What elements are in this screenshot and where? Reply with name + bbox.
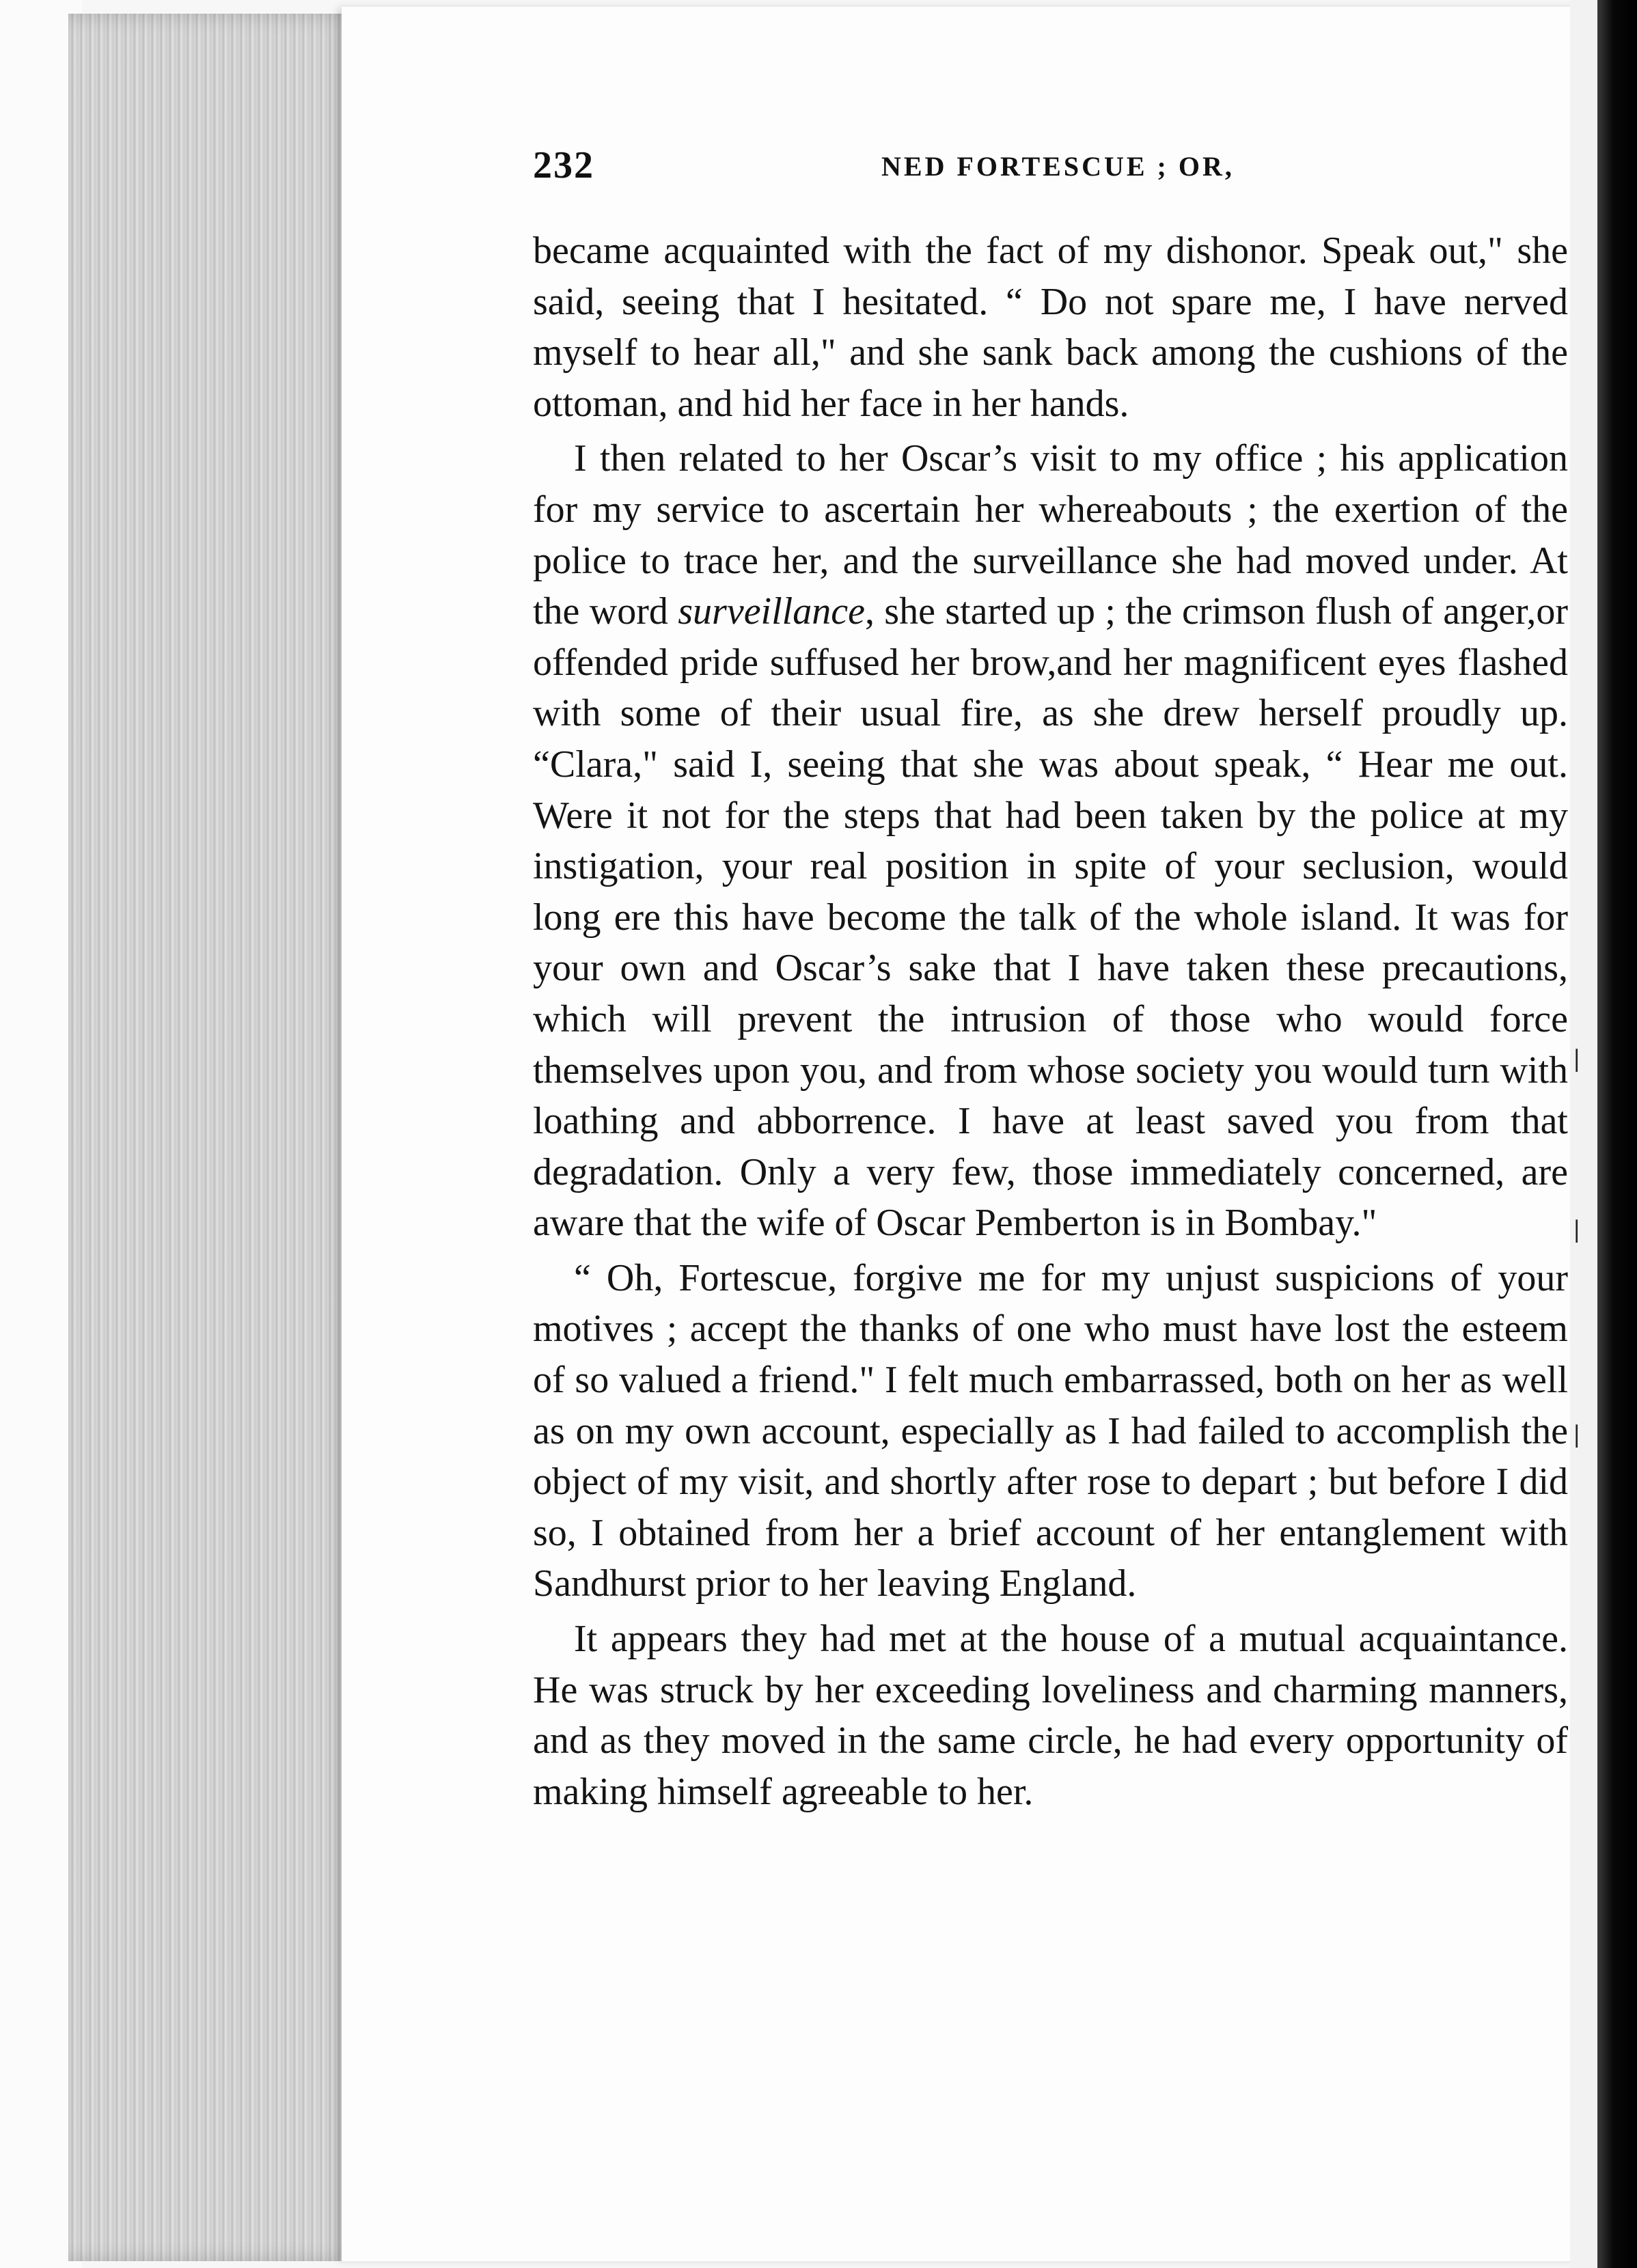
book-gutter-shadow: [1597, 0, 1637, 2268]
paragraph-2: [533, 433, 1568, 1249]
facing-page-fragment: |: [1573, 1045, 1581, 1073]
book-page-edges: [68, 14, 355, 2261]
paragraph-4: It appears they had met at the house of a mutual acquaintance. He was struck by her exceeding loveliness and charming manners, and as they moved in the same circle, he had every opportunity of making himself agreeable to her.: [533, 1618, 1568, 1813]
facing-page-fragment: |: [1573, 1421, 1581, 1448]
paragraph-1: became acquainted with the fact of my dishonor. Speak out," she said, seeing that I hesitated. “ Do not spare me, I have nerved myself to hear all," and she sank back among the cushions of the ottoman, and hid her face in her hands.: [533, 230, 1568, 425]
running-title: NED FORTESCUE ; OR,: [881, 151, 1235, 182]
emphasis-surveillance: surveillance: [678, 590, 865, 633]
running-head: [533, 143, 1585, 191]
page-number: 232: [533, 144, 594, 186]
paragraph-2-part-2: , she started up ; the crimson flush of anger,or offended pride suffused her brow,and her magnificent eyes flashed with some of their usual fire, as she drew herself proudly up. “Clara," said I, seeing that she was about speak, “ Hear me out. Were it not for the steps that had been taken by the police at my instigation, your real position in spite of your seclusion, would long ere this have become the talk of the whole island. It was for your own and Oscar’s sake that I have taken these precautions, which will prevent the intrusion of those who would force themselves upon you, and from whose society you would turn with loathing and abborrence. I have at least saved you from that degradation. Only a very few, those immediately concerned, are aware that the wife of Oscar Pemberton is in Bombay.": [533, 590, 1568, 1245]
paragraph-3: “ Oh, Fortescue, forgive me for my unjust suspicions of your motives ; accept the thanks of one who must have lost the esteem of so valued a friend." I felt much embarrassed, both on her as well as on my own account, especially as I had failed to accomplish the object of my visit, and shortly after rose to depart ; but before I did so, I obtained from her a brief account of her entanglement with Sandhurst prior to her leaving England.: [533, 1256, 1568, 1605]
facing-page-fragment: |: [1573, 1216, 1581, 1243]
facing-page-edge: [1570, 0, 1597, 2268]
paragraph-2-part-1: I then related to her Oscar’s visit to my office ; his application for my service to ascertain her whereabouts ; the exertion of the police to trace her, and the surveillance she had moved under. At the word: [533, 437, 1568, 633]
body-text: [533, 225, 1568, 1817]
